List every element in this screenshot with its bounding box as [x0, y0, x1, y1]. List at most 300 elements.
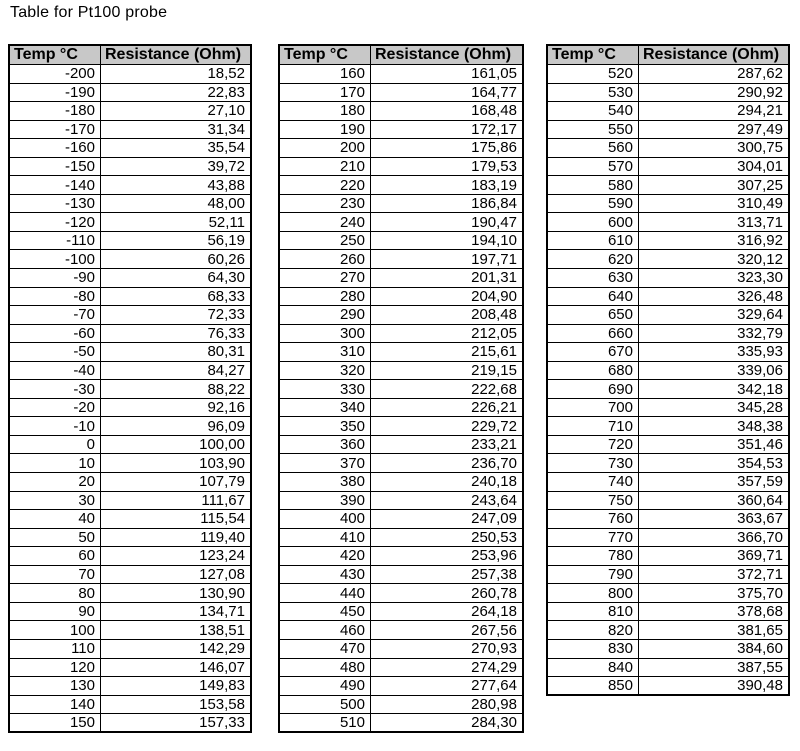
- table-row: [547, 139, 789, 158]
- table-row: [9, 176, 251, 195]
- temp-cell: -60: [9, 324, 101, 343]
- table-row: [279, 435, 523, 454]
- temp-cell: 220: [279, 176, 371, 195]
- temp-cell: 770: [547, 528, 639, 547]
- temp-cell: 130: [9, 677, 101, 696]
- table-row: [279, 287, 523, 306]
- temp-cell: -160: [9, 139, 101, 158]
- temp-cell: 780: [547, 547, 639, 566]
- table-row: [279, 547, 523, 566]
- table-row: [547, 269, 789, 288]
- temp-cell: 30: [9, 491, 101, 510]
- temp-cell: 340: [279, 398, 371, 417]
- temp-cell: 440: [279, 584, 371, 603]
- resistance-cell: 267,56: [371, 621, 524, 640]
- header-row: [547, 45, 789, 65]
- resistance-cell: 342,18: [639, 380, 790, 399]
- resistance-cell: 208,48: [371, 306, 524, 325]
- table-row: [9, 714, 251, 733]
- table-row: [547, 65, 789, 84]
- table-row: [279, 695, 523, 714]
- resistance-cell: 253,96: [371, 547, 524, 566]
- resistance-cell: 80,31: [101, 343, 252, 362]
- resistance-cell: 172,17: [371, 120, 524, 139]
- temp-cell: 850: [547, 677, 639, 696]
- resistance-cell: 35,54: [101, 139, 252, 158]
- temp-cell: 240: [279, 213, 371, 232]
- temp-cell: 60: [9, 547, 101, 566]
- resistance-cell: 226,21: [371, 398, 524, 417]
- resistance-cell: 111,67: [101, 491, 252, 510]
- table-row: [547, 639, 789, 658]
- table-row: [547, 120, 789, 139]
- resistance-cell: 260,78: [371, 584, 524, 603]
- table-row: [9, 565, 251, 584]
- pt100-table-1: [8, 44, 252, 733]
- table-row: [279, 639, 523, 658]
- resistance-cell: 287,62: [639, 65, 790, 84]
- temp-cell: -40: [9, 361, 101, 380]
- table-row: [547, 584, 789, 603]
- resistance-cell: 27,10: [101, 102, 252, 121]
- table-row: [9, 528, 251, 547]
- temp-cell: 300: [279, 324, 371, 343]
- table-row: [279, 361, 523, 380]
- resistance-cell: 168,48: [371, 102, 524, 121]
- temp-cell: -50: [9, 343, 101, 362]
- table-row: [547, 231, 789, 250]
- temp-cell: 580: [547, 176, 639, 195]
- pt100-table-3: [546, 44, 790, 696]
- table-row: [9, 324, 251, 343]
- table-row: [9, 584, 251, 603]
- resistance-cell: 201,31: [371, 269, 524, 288]
- table-row: [9, 417, 251, 436]
- resistance-cell: 52,11: [101, 213, 252, 232]
- resistance-cell: 194,10: [371, 231, 524, 250]
- temp-cell: 620: [547, 250, 639, 269]
- table-row: [9, 83, 251, 102]
- table-row: [279, 621, 523, 640]
- table-body: [547, 65, 789, 696]
- temp-cell: 280: [279, 287, 371, 306]
- resistance-cell: 153,58: [101, 695, 252, 714]
- temp-cell: 40: [9, 510, 101, 529]
- resistance-cell: 138,51: [101, 621, 252, 640]
- resistance-cell: 134,71: [101, 602, 252, 621]
- resistance-cell: 250,53: [371, 528, 524, 547]
- table-row: [9, 306, 251, 325]
- temp-cell: 680: [547, 361, 639, 380]
- table-row: [9, 639, 251, 658]
- table-row: [9, 510, 251, 529]
- resistance-cell: 142,29: [101, 639, 252, 658]
- table-body: [9, 65, 251, 733]
- temp-cell: -100: [9, 250, 101, 269]
- temp-cell: -200: [9, 65, 101, 84]
- temp-cell: 550: [547, 120, 639, 139]
- table-row: [547, 83, 789, 102]
- temp-cell: -20: [9, 398, 101, 417]
- table-row: [279, 176, 523, 195]
- temp-cell: 10: [9, 454, 101, 473]
- resistance-cell: 313,71: [639, 213, 790, 232]
- table-row: [547, 565, 789, 584]
- table-row: [279, 324, 523, 343]
- temp-cell: 760: [547, 510, 639, 529]
- temp-cell: 470: [279, 639, 371, 658]
- resistance-cell: 127,08: [101, 565, 252, 584]
- table-row: [9, 102, 251, 121]
- temp-cell: 180: [279, 102, 371, 121]
- resistance-cell: 316,92: [639, 231, 790, 250]
- temp-cell: 640: [547, 287, 639, 306]
- resistance-cell: 307,25: [639, 176, 790, 195]
- temp-cell: 560: [547, 139, 639, 158]
- resistance-cell: 76,33: [101, 324, 252, 343]
- resistance-cell: 179,53: [371, 157, 524, 176]
- resistance-cell: 264,18: [371, 602, 524, 621]
- resistance-cell: 332,79: [639, 324, 790, 343]
- temp-cell: 210: [279, 157, 371, 176]
- temp-cell: -120: [9, 213, 101, 232]
- resistance-cell: 277,64: [371, 677, 524, 696]
- resistance-cell: 270,93: [371, 639, 524, 658]
- resistance-cell: 64,30: [101, 269, 252, 288]
- table-row: [279, 65, 523, 84]
- temp-cell: 510: [279, 714, 371, 733]
- table-row: [279, 380, 523, 399]
- table-row: [547, 602, 789, 621]
- temp-cell: 320: [279, 361, 371, 380]
- header-row: [279, 45, 523, 65]
- table-row: [279, 102, 523, 121]
- pt100-table-2: [278, 44, 524, 733]
- temp-cell: 260: [279, 250, 371, 269]
- table-row: [547, 658, 789, 677]
- resistance-cell: 22,83: [101, 83, 252, 102]
- table-row: [547, 324, 789, 343]
- temp-cell: 410: [279, 528, 371, 547]
- table-row: [547, 435, 789, 454]
- table-row: [547, 473, 789, 492]
- temp-cell: 110: [9, 639, 101, 658]
- temp-cell: 100: [9, 621, 101, 640]
- table-row: [547, 677, 789, 696]
- temp-cell: 350: [279, 417, 371, 436]
- temp-cell: 530: [547, 83, 639, 102]
- temp-cell: 610: [547, 231, 639, 250]
- table-row: [547, 621, 789, 640]
- table-row: [9, 194, 251, 213]
- table-row: [279, 528, 523, 547]
- temp-cell: 750: [547, 491, 639, 510]
- resistance-cell: 197,71: [371, 250, 524, 269]
- table-row: [547, 250, 789, 269]
- resistance-cell: 103,90: [101, 454, 252, 473]
- table-row: [547, 343, 789, 362]
- temp-cell: 660: [547, 324, 639, 343]
- resistance-cell: 300,75: [639, 139, 790, 158]
- resistance-cell: 149,83: [101, 677, 252, 696]
- temp-cell: 690: [547, 380, 639, 399]
- resistance-cell: 60,26: [101, 250, 252, 269]
- table-row: [9, 361, 251, 380]
- table-row: [547, 547, 789, 566]
- temp-cell: 450: [279, 602, 371, 621]
- resistance-cell: 56,19: [101, 231, 252, 250]
- resistance-cell: 357,59: [639, 473, 790, 492]
- resistance-cell: 348,38: [639, 417, 790, 436]
- temp-cell: 540: [547, 102, 639, 121]
- temp-cell: 140: [9, 695, 101, 714]
- resistance-cell: 215,61: [371, 343, 524, 362]
- resistance-cell: 107,79: [101, 473, 252, 492]
- temp-cell: 360: [279, 435, 371, 454]
- table-row: [279, 454, 523, 473]
- resistance-cell: 100,00: [101, 435, 252, 454]
- table-row: [547, 417, 789, 436]
- table-row: [279, 510, 523, 529]
- table-row: [279, 417, 523, 436]
- temp-cell: 840: [547, 658, 639, 677]
- resistance-cell: 280,98: [371, 695, 524, 714]
- resistance-cell: 31,34: [101, 120, 252, 139]
- table-row: [547, 528, 789, 547]
- resistance-cell: 119,40: [101, 528, 252, 547]
- temp-cell: -180: [9, 102, 101, 121]
- temp-cell: 170: [279, 83, 371, 102]
- resistance-cell: 381,65: [639, 621, 790, 640]
- table-row: [547, 306, 789, 325]
- resistance-cell: 161,05: [371, 65, 524, 84]
- table-row: [9, 602, 251, 621]
- temp-cell: 480: [279, 658, 371, 677]
- table-row: [547, 102, 789, 121]
- temp-cell: 570: [547, 157, 639, 176]
- table-row: [547, 398, 789, 417]
- temp-cell: 80: [9, 584, 101, 603]
- table-row: [9, 621, 251, 640]
- temp-cell: 390: [279, 491, 371, 510]
- resistance-cell: 390,48: [639, 677, 790, 696]
- resistance-cell: 363,67: [639, 510, 790, 529]
- temp-cell: -150: [9, 157, 101, 176]
- temp-column-header: Temp °C: [279, 45, 371, 65]
- header-row: [9, 45, 251, 65]
- resistance-cell: 115,54: [101, 510, 252, 529]
- table-row: [547, 454, 789, 473]
- table-row: [279, 231, 523, 250]
- table-row: [9, 65, 251, 84]
- table-row: [279, 157, 523, 176]
- temp-cell: 420: [279, 547, 371, 566]
- table-row: [9, 269, 251, 288]
- resistance-cell: 72,33: [101, 306, 252, 325]
- temp-cell: 790: [547, 565, 639, 584]
- temp-cell: -90: [9, 269, 101, 288]
- resistance-cell: 329,64: [639, 306, 790, 325]
- table-row: [279, 473, 523, 492]
- table-row: [547, 361, 789, 380]
- resistance-cell: 320,12: [639, 250, 790, 269]
- table-row: [9, 658, 251, 677]
- resistance-cell: 310,49: [639, 194, 790, 213]
- table-row: [279, 677, 523, 696]
- resistance-cell: 372,71: [639, 565, 790, 584]
- table-row: [279, 602, 523, 621]
- resistance-cell: 360,64: [639, 491, 790, 510]
- table-row: [279, 491, 523, 510]
- temp-cell: 400: [279, 510, 371, 529]
- temp-cell: -80: [9, 287, 101, 306]
- resistance-cell: 39,72: [101, 157, 252, 176]
- temp-cell: 650: [547, 306, 639, 325]
- temp-cell: 600: [547, 213, 639, 232]
- table-row: [279, 343, 523, 362]
- resistance-cell: 96,09: [101, 417, 252, 436]
- temp-cell: 670: [547, 343, 639, 362]
- table-row: [547, 491, 789, 510]
- resistance-cell: 366,70: [639, 528, 790, 547]
- temp-cell: -110: [9, 231, 101, 250]
- table-row: [9, 120, 251, 139]
- resistance-cell: 335,93: [639, 343, 790, 362]
- resistance-cell: 183,19: [371, 176, 524, 195]
- temp-cell: 90: [9, 602, 101, 621]
- resistance-cell: 84,27: [101, 361, 252, 380]
- temp-cell: 460: [279, 621, 371, 640]
- temp-cell: 20: [9, 473, 101, 492]
- resistance-cell: 190,47: [371, 213, 524, 232]
- temp-cell: 50: [9, 528, 101, 547]
- resistance-cell: 247,09: [371, 510, 524, 529]
- table-row: [9, 380, 251, 399]
- table-row: [279, 269, 523, 288]
- table-row: [9, 435, 251, 454]
- resistance-cell: 369,71: [639, 547, 790, 566]
- resistance-cell: 212,05: [371, 324, 524, 343]
- resistance-cell: 164,77: [371, 83, 524, 102]
- temp-cell: -130: [9, 194, 101, 213]
- table-row: [279, 250, 523, 269]
- table-row: [9, 473, 251, 492]
- table-row: [9, 250, 251, 269]
- temp-cell: 290: [279, 306, 371, 325]
- temp-cell: 310: [279, 343, 371, 362]
- temp-cell: 500: [279, 695, 371, 714]
- table-row: [279, 139, 523, 158]
- temp-cell: -70: [9, 306, 101, 325]
- temp-cell: -190: [9, 83, 101, 102]
- temp-cell: 430: [279, 565, 371, 584]
- table-row: [547, 176, 789, 195]
- resistance-cell: 243,64: [371, 491, 524, 510]
- temp-cell: 830: [547, 639, 639, 658]
- temp-cell: 820: [547, 621, 639, 640]
- table-row: [9, 343, 251, 362]
- table-row: [9, 157, 251, 176]
- table-row: [279, 194, 523, 213]
- temp-cell: 150: [9, 714, 101, 733]
- table-row: [9, 398, 251, 417]
- resistance-column-header: Resistance (Ohm): [639, 45, 790, 65]
- table-row: [547, 510, 789, 529]
- temp-cell: 720: [547, 435, 639, 454]
- table-row: [547, 157, 789, 176]
- table-row: [547, 213, 789, 232]
- temp-cell: 270: [279, 269, 371, 288]
- temp-cell: 520: [547, 65, 639, 84]
- temp-cell: -170: [9, 120, 101, 139]
- table-row: [9, 547, 251, 566]
- temp-cell: 250: [279, 231, 371, 250]
- temp-cell: 330: [279, 380, 371, 399]
- resistance-cell: 48,00: [101, 194, 252, 213]
- temp-cell: 740: [547, 473, 639, 492]
- resistance-cell: 88,22: [101, 380, 252, 399]
- resistance-cell: 290,92: [639, 83, 790, 102]
- table-row: [9, 139, 251, 158]
- temp-cell: 800: [547, 584, 639, 603]
- temp-cell: 160: [279, 65, 371, 84]
- temp-cell: 810: [547, 602, 639, 621]
- resistance-cell: 204,90: [371, 287, 524, 306]
- table-row: [9, 677, 251, 696]
- resistance-cell: 130,90: [101, 584, 252, 603]
- temp-cell: 490: [279, 677, 371, 696]
- resistance-cell: 18,52: [101, 65, 252, 84]
- temp-cell: 700: [547, 398, 639, 417]
- table-body: [279, 65, 523, 733]
- resistance-cell: 345,28: [639, 398, 790, 417]
- table-row: [9, 231, 251, 250]
- table-row: [547, 194, 789, 213]
- temp-column-header: Temp °C: [9, 45, 101, 65]
- resistance-cell: 146,07: [101, 658, 252, 677]
- resistance-cell: 236,70: [371, 454, 524, 473]
- table-row: [9, 491, 251, 510]
- temp-cell: -30: [9, 380, 101, 399]
- resistance-cell: 284,30: [371, 714, 524, 733]
- temp-cell: 200: [279, 139, 371, 158]
- resistance-cell: 123,24: [101, 547, 252, 566]
- resistance-column-header: Resistance (Ohm): [371, 45, 524, 65]
- table-row: [279, 398, 523, 417]
- temp-cell: 70: [9, 565, 101, 584]
- resistance-cell: 43,88: [101, 176, 252, 195]
- resistance-cell: 229,72: [371, 417, 524, 436]
- resistance-column-header: Resistance (Ohm): [101, 45, 252, 65]
- resistance-cell: 384,60: [639, 639, 790, 658]
- resistance-cell: 326,48: [639, 287, 790, 306]
- temp-cell: 190: [279, 120, 371, 139]
- temp-cell: 630: [547, 269, 639, 288]
- temp-cell: 230: [279, 194, 371, 213]
- temp-cell: -10: [9, 417, 101, 436]
- resistance-cell: 297,49: [639, 120, 790, 139]
- table-row: [279, 658, 523, 677]
- table-row: [279, 714, 523, 733]
- table-row: [279, 213, 523, 232]
- resistance-cell: 387,55: [639, 658, 790, 677]
- temp-cell: 120: [9, 658, 101, 677]
- resistance-cell: 186,84: [371, 194, 524, 213]
- table-row: [547, 287, 789, 306]
- resistance-cell: 240,18: [371, 473, 524, 492]
- resistance-cell: 339,06: [639, 361, 790, 380]
- temp-cell: 380: [279, 473, 371, 492]
